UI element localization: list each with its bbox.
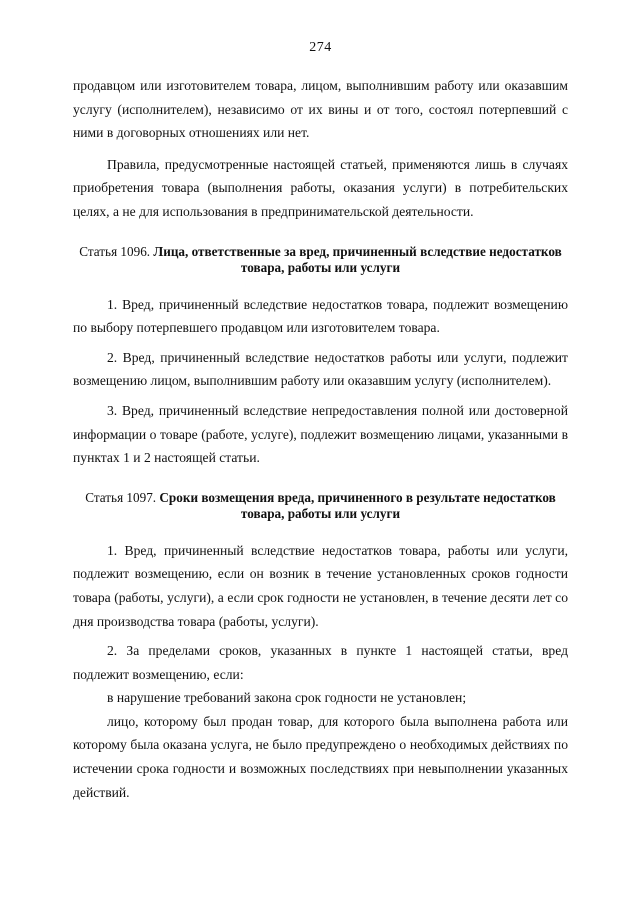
article-1096-title: Лица, ответственные за вред, причиненный вследствие недостатков товара, работы или услуги (153, 243, 562, 276)
article-1097-heading (73, 490, 568, 523)
intro-paragraph-2: Правила, предусмотренные настоящей статьей, применяются лишь в случаях приобретения товара (выполнения работы, оказания услуги) в потребительских целях, а не для использования в предпринимательской деятельности. (73, 156, 568, 219)
article-1096-paragraph-3: 3. Вред, причиненный вследствие непредоставления полной или достоверной информации о товаре (работе, услуге), подлежит возмещению лицами, указанными в пунктах 1 и 2 настоящей статьи. (73, 402, 568, 466)
article-1097-paragraph-2: 2. За пределами сроков, указанных в пункте 1 настоящей статьи, вред подлежит возмещению, если: (73, 643, 568, 682)
page-number: 274 (309, 40, 332, 55)
article-1096-number: Статья 1096. (79, 243, 151, 259)
article-1097-paragraph-1: 1. Вред, причиненный вследствие недостатков товара, работы или услуги, подлежит возмещению, если он возник в течение установленных сроков годности товара (работы, услуги), а если срок годности не установлен, в течение десяти лет со дня производства товара (работы, услуги). (73, 542, 568, 629)
article-1096-heading (73, 244, 568, 277)
article-1097-paragraph-4: лицо, которому был продан товар, для которого была выполнена работа или которому была оказана услуга, не было предупреждено о необходимых действиях по истечении срока годности и возможных последствиях при невыполнении указанных действий. (73, 713, 568, 800)
article-1097-number: Статья 1097. (85, 489, 157, 505)
document-page (73, 40, 568, 804)
article-1096-paragraph-2: 2. Вред, причиненный вследствие недостатков работы или услуги, подлежит возмещению лицом, выполнившим работу или оказавшим услугу (исполнителем). (73, 349, 568, 389)
intro-paragraph-1: продавцом или изготовителем товара, лицом, выполнившим работу или оказавшим услугу (исполнителем), независимо от их вины и от того, состоял потерпевший с ними в договорных отношениях или нет. (73, 78, 568, 141)
article-1096-paragraph-1: 1. Вред, причиненный вследствие недостатков товара, подлежит возмещению по выбору потерпевшего продавцом или изготовителем товара. (73, 296, 568, 336)
article-1097-title: Сроки возмещения вреда, причиненного в результате недостатков товара, работы или услуги (159, 489, 556, 522)
article-1097-paragraph-3: в нарушение требований закона срок годности не установлен; (107, 690, 467, 706)
